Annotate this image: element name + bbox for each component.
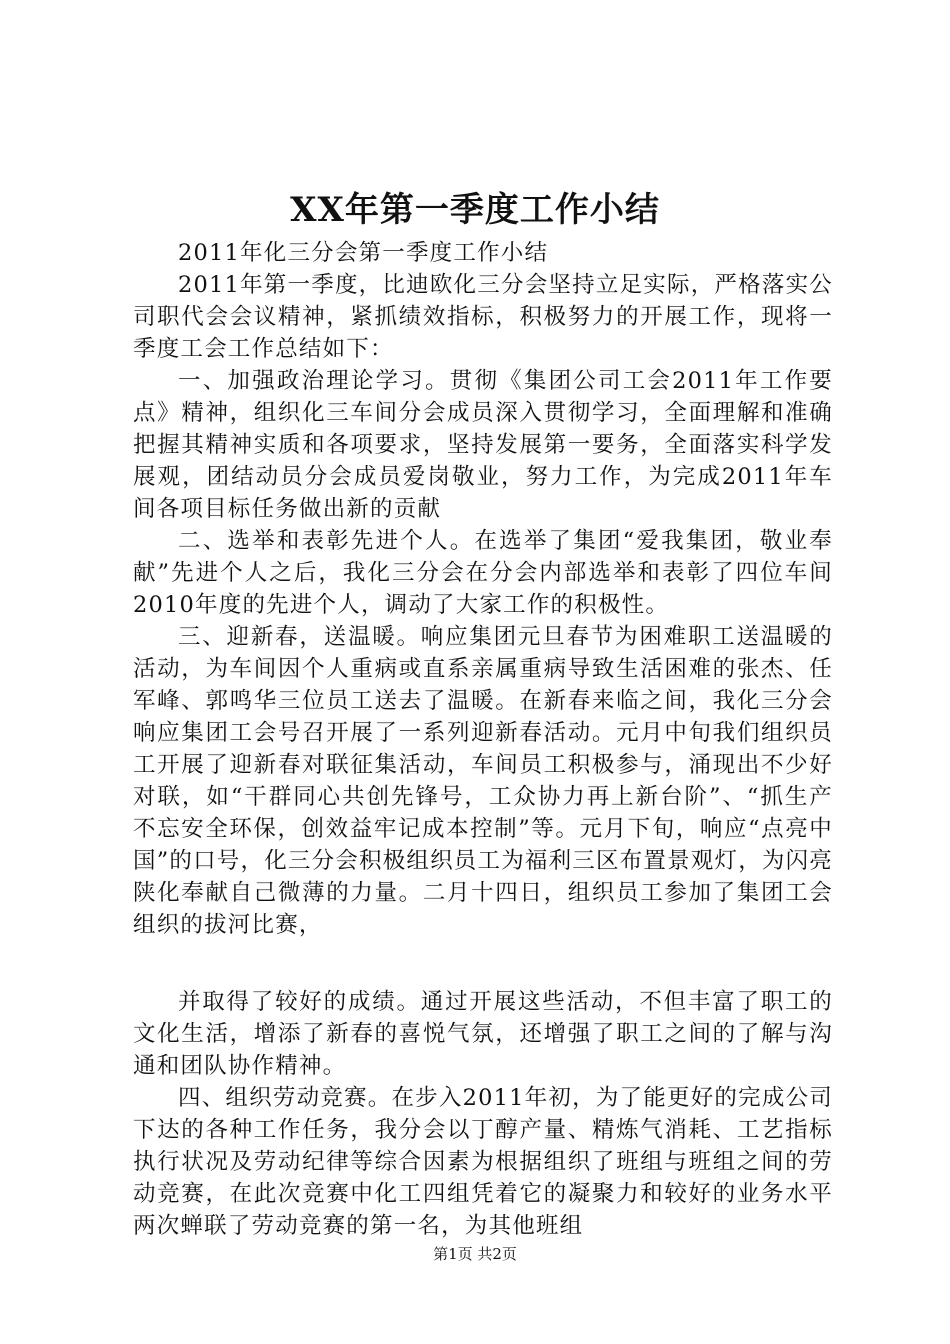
- document-title: XX年第一季度工作小结: [290, 190, 660, 230]
- paragraph: 2011年化三分会第一季度工作小结: [178, 240, 549, 266]
- paragraph: 一、加强政治理论学习。贯彻《集团公司工会2011年工作要点》精神，组织化三车间分会成员深入贯彻学习，全面理解和准确把握其精神实质和各项要求，坚持发展第一要务，全面落实科学发展观，团结动员分会成员爱岗敬业，努力工作，为完成2011年车间各项目标任务做出新的贡献: [133, 368, 833, 522]
- paragraph: 三、迎新春，送温暖。响应集团元旦春节为困难职工送温暖的活动，为车间因个人重病或直系亲属重病导致生活困难的张杰、任军峰、郭鸣华三位员工送去了温暖。在新春来临之间，我化三分会响应集团工会号召开展了一系列迎新春活动。元月中旬我们组织员工开展了迎新春对联征集活动，车间员工积极参与，涌现出不少好对联，如“干群同心共创先锋号，工众协力再上新台阶”、“抓生产不忘安全环保，创效益牢记成本控制”等。元月下旬，响应“点亮中国”的口号，化三分会积极组织员工为福利三区布置景观灯，为闪亮陕化奉献自己微薄的力量。二月十四日，组织员工参加了集团工会组织的拔河比赛，: [133, 624, 834, 938]
- paragraph-gap: [133, 941, 833, 986]
- page-footer: 第1页 共2页: [433, 1245, 517, 1263]
- paragraph: 2011年第一季度，比迪欧化三分会坚持立足实际，严格落实公司职代会会议精神，紧抓绩效指标，积极努力的开展工作，现将一季度工会工作总结如下：: [133, 272, 833, 362]
- paragraph: 并取得了较好的成绩。通过开展这些活动，不但丰富了职工的文化生活，增添了新春的喜悦气氛，还增强了职工之间的了解与沟通和团队协作精神。: [133, 989, 833, 1079]
- paragraph: 二、选举和表彰先进个人。在选举了集团“爱我集团，敬业奉献”先进个人之后，我化三分会在分会内部选举和表彰了四位车间2010年度的先进个人，调动了大家工作的积极性。: [133, 528, 833, 618]
- document-body: [133, 237, 833, 1242]
- paragraph: 四、组织劳动竞赛。在步入2011年初，为了能更好的完成公司下达的各种工作任务，我分会以丁醇产量、精炼气消耗、工艺指标执行状况及劳动纪律等综合因素为根据组织了班组与班组之间的劳动竞赛，在此次竞赛中化工四组凭着它的凝聚力和较好的业务水平两次蝉联了劳动竞赛的第一名，为其他班组: [133, 1085, 833, 1239]
